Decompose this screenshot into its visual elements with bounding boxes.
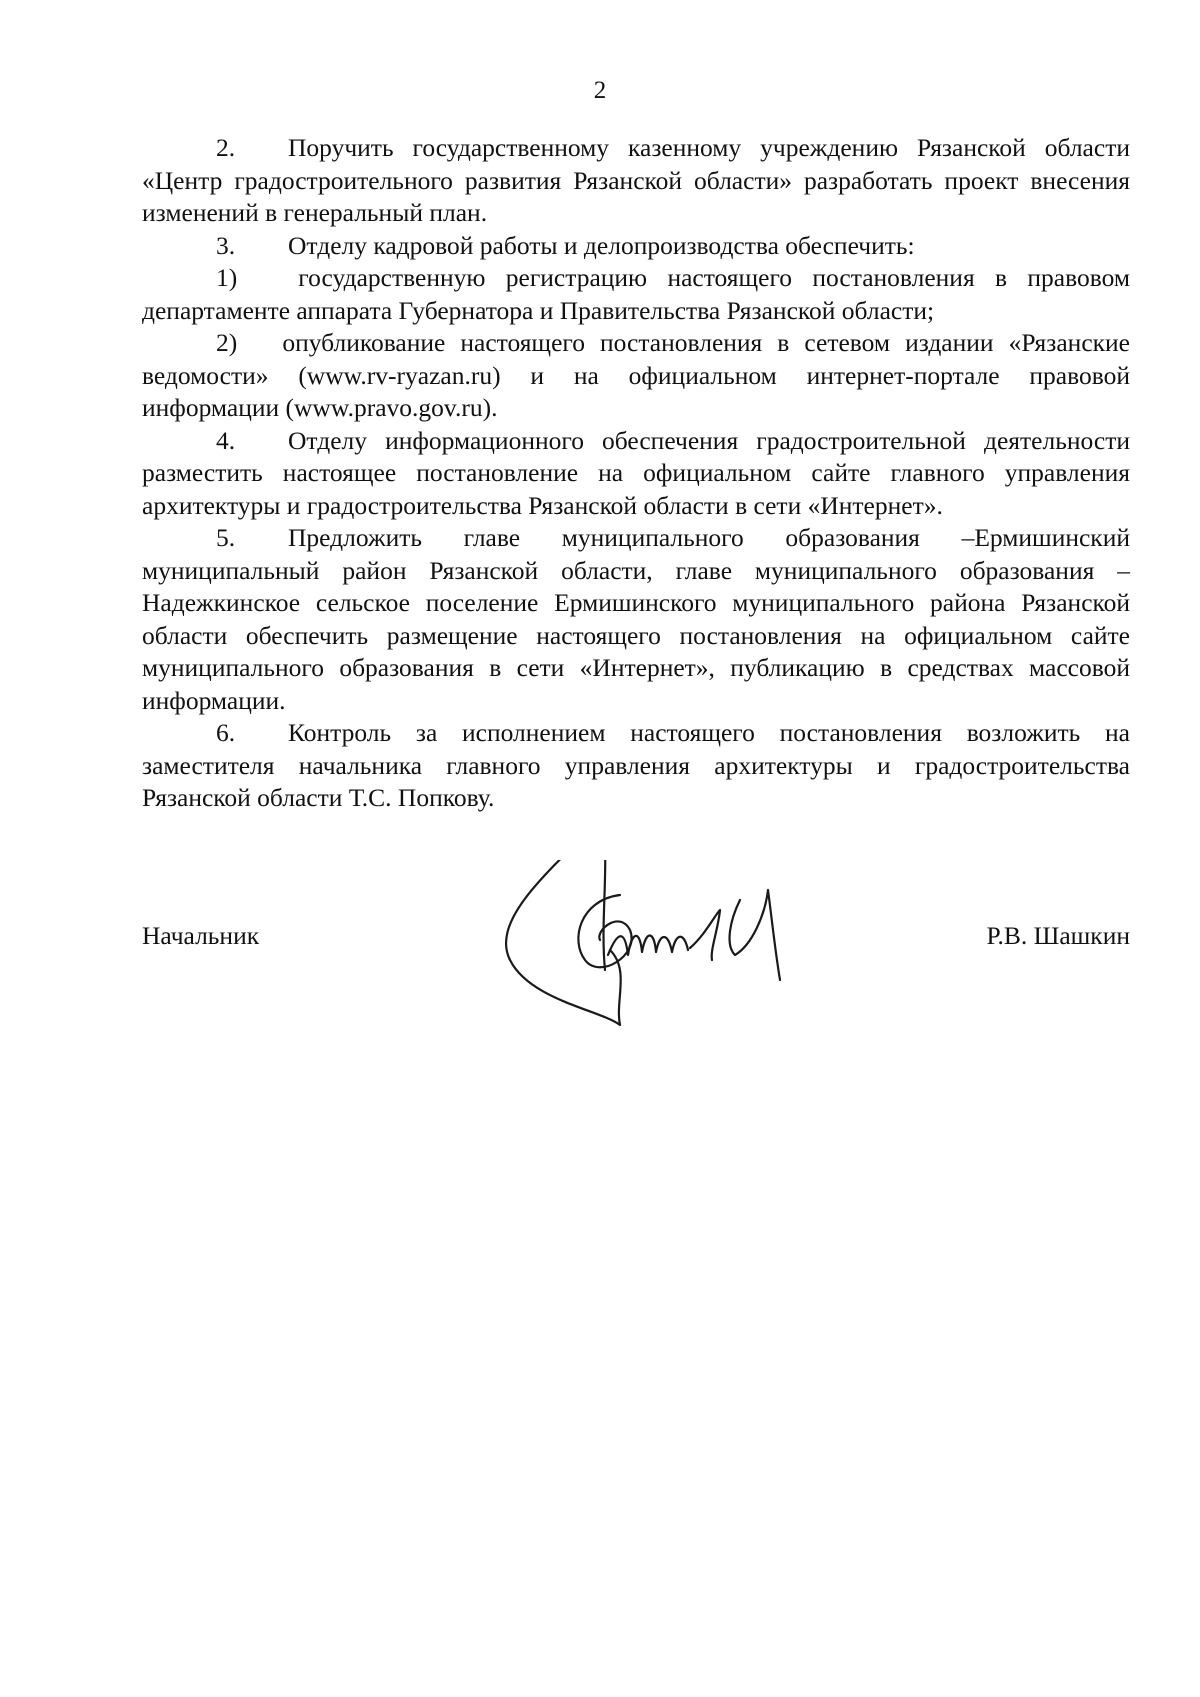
signatory-name: Р.В. Шашкин (986, 921, 1130, 950)
paragraph-number: 2. (216, 133, 236, 162)
paragraph-text: Предложить главе муниципального образования –Ермишинский муниципальный район Рязанской области, главе муниципального образования – Надежкинское сельское поселение Ермишинского муниципального района Рязанской области обеспечить размещение настоящего постановления на официальном сайте муниципального образования в сети «Интернет», публикацию в средствах массовой информации. (142, 523, 1130, 715)
paragraph-4 (142, 425, 1130, 523)
document-body (142, 132, 1130, 815)
paragraph-number: 5. (216, 523, 236, 552)
paragraph-number: 6. (216, 718, 236, 747)
paragraph-text: Контроль за исполнением настоящего постановления возложить на заместителя начальника главного управления архитектуры и градостроительства Рязанской области Т.С. Попкову. (142, 718, 1130, 812)
signatory-title: Начальник (142, 921, 260, 950)
paragraph-6 (142, 717, 1130, 815)
paragraph-number: 1) (216, 263, 238, 292)
paragraph-3-1 (142, 262, 1130, 327)
signature-icon (490, 860, 850, 1030)
paragraph-text: Отделу информационного обеспечения градостроительной деятельности разместить настоящее постановление на официальном сайте главного управления архитектуры и градостроительства Рязанской области в сети «Интернет». (142, 425, 1130, 520)
paragraph-text: государственную регистрацию настоящего постановления в правовом департаменте аппарата Губернатора и Правительства Рязанской области; (142, 263, 1130, 325)
paragraph-3 (142, 230, 1130, 263)
paragraph-text: опубликование настоящего постановления в сетевом издании «Рязанские ведомости» (www.rv-ryazan.ru) и на официальном интернет-портале правовой информации (www.pravo.gov.ru). (142, 328, 1130, 422)
paragraph-number: 3. (216, 230, 236, 260)
paragraph-text: Поручить государственному казенному учреждению Рязанской области «Центр градостроительного развития Рязанской области» разработать проект внесения изменений в генеральный план. (142, 133, 1130, 227)
paragraph-3-2 (142, 327, 1130, 425)
paragraph-2 (142, 132, 1130, 230)
paragraph-5 (142, 522, 1130, 717)
paragraph-number: 4. (216, 425, 236, 455)
paragraph-text: Отделу кадровой работы и делопроизводства обеспечить: (288, 230, 915, 260)
paragraph-number: 2) (216, 328, 238, 357)
page-number: 2 (593, 77, 607, 104)
